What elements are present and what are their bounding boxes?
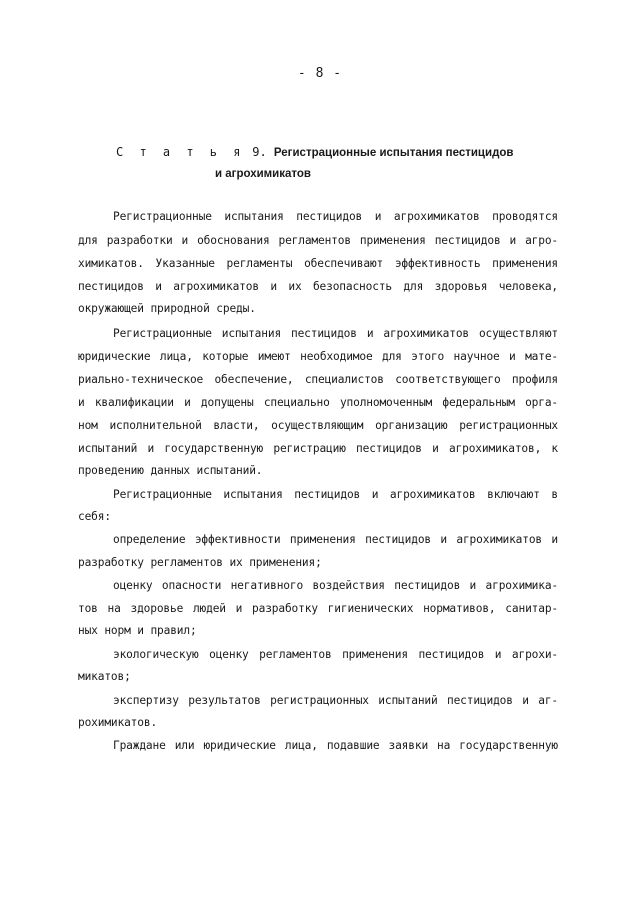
body-line: окружающей природной среды.: [78, 302, 256, 315]
body-line: оценку опасности негативного воздействия пестицидов и агрохимика-: [113, 579, 558, 592]
article-title-line1: Регистрационные испытания пестицидов: [273, 147, 514, 159]
body-line: и квалификации и допущены специально уполномоченным федеральным орга-: [78, 396, 558, 409]
body-line: пестицидов и агрохимикатов и их безопасность для здоровья человека,: [78, 280, 558, 293]
body-line: Граждане или юридические лица, подавшие заявки на государственную: [113, 739, 558, 752]
body-line: проведению данных испытаний.: [78, 464, 263, 477]
body-line: риально-техническое обеспечение, специалистов соответствующего профиля: [78, 373, 558, 386]
page-number: - 8 -: [297, 66, 343, 81]
body-line: ном исполнительной власти, осуществляющим организацию регистрационных: [78, 419, 558, 432]
body-line: экологическую оценку регламентов применения пестицидов и агрохи-: [113, 648, 558, 661]
body-line: Регистрационные испытания пестицидов и агрохимикатов осуществляют: [113, 327, 558, 340]
article-label: С т а т ь я: [116, 145, 245, 159]
body-line: рохимикатов.: [78, 716, 158, 729]
body-line: определение эффективности применения пестицидов и агрохимикатов и: [113, 533, 558, 546]
body-line: испытаний и государственную регистрацию пестицидов и агрохимикатов, к: [78, 442, 558, 455]
body-line: юридические лица, которые имеют необходимое для этого научное и мате-: [78, 350, 558, 363]
article-number: 9.: [252, 145, 267, 159]
article-heading: [116, 141, 513, 164]
body-line: тов на здоровье людей и разработку гигиенических нормативов, санитар-: [78, 602, 558, 615]
article-title-line2: и агрохимикатов: [215, 168, 311, 180]
body-line: себя:: [78, 510, 111, 523]
body-line: химикатов. Указанные регламенты обеспечивают эффективность применения: [78, 257, 558, 270]
body-line: микатов;: [78, 670, 131, 683]
body-line: для разработки и обоснования регламентов применения пестицидов и агро-: [78, 234, 558, 247]
body-line: ных норм и правил;: [78, 624, 197, 637]
body-line: Регистрационные испытания пестицидов и агрохимикатов проводятся: [113, 210, 558, 223]
body-line: экспертизу результатов регистрационных испытаний пестицидов и аг-: [113, 694, 558, 707]
body-line: разработку регламентов их применения;: [78, 556, 322, 569]
body-line: Регистрационные испытания пестицидов и агрохимикатов включают в: [113, 488, 558, 501]
